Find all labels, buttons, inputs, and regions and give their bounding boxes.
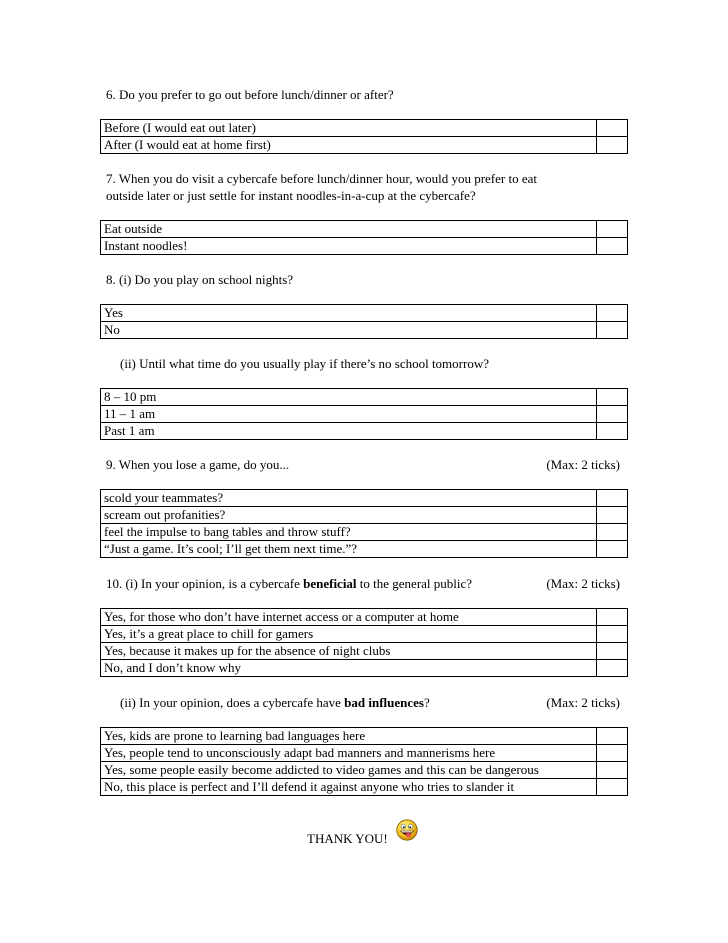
option-label: Yes, for those who don’t have internet access or a computer at home <box>101 609 597 626</box>
question-10ii-bold: bad influences <box>344 695 424 710</box>
option-row <box>101 221 628 238</box>
option-row <box>101 389 628 406</box>
option-label: Instant noodles! <box>101 238 597 255</box>
question-10i-prefix: 10. (i) In your opinion, is a cybercafe <box>106 576 304 591</box>
tick-box[interactable] <box>596 406 627 423</box>
tick-box[interactable] <box>596 660 627 677</box>
max-ticks-note: (Max: 2 ticks) <box>546 576 620 591</box>
question-6-options <box>100 119 628 154</box>
option-row <box>101 643 628 660</box>
option-label: Yes, people tend to unconsciously adapt bad manners and mannerisms here <box>101 745 597 762</box>
question-8i-text: 8. (i) Do you play on school nights? <box>106 272 294 287</box>
option-label: No, this place is perfect and I’ll defend it against anyone who tries to slander it <box>101 779 597 796</box>
option-row <box>101 762 628 779</box>
option-row <box>101 238 628 255</box>
question-10i <box>106 575 628 592</box>
tick-box[interactable] <box>596 423 627 440</box>
question-7-line-1 <box>106 170 628 187</box>
option-row <box>101 423 628 440</box>
option-label: Eat outside <box>101 221 597 238</box>
thank-you-text: THANK YOU! <box>307 831 388 846</box>
tick-box[interactable] <box>596 490 627 507</box>
option-row <box>101 779 628 796</box>
question-9 <box>106 456 628 473</box>
question-10i-bold: beneficial <box>303 576 357 591</box>
question-6-text: 6. Do you prefer to go out before lunch/dinner or after? <box>106 87 394 102</box>
question-8ii <box>120 355 628 372</box>
question-9-options <box>100 489 628 558</box>
question-10ii <box>120 694 628 711</box>
option-label: Yes, kids are prone to learning bad languages here <box>101 728 597 745</box>
question-10ii-suffix: ? <box>424 695 430 710</box>
option-row <box>101 490 628 507</box>
option-row <box>101 745 628 762</box>
tick-box[interactable] <box>596 745 627 762</box>
tick-box[interactable] <box>596 120 627 137</box>
question-8ii-text: (ii) Until what time do you usually play if there’s no school tomorrow? <box>120 356 489 371</box>
option-row <box>101 120 628 137</box>
question-10i-suffix: to the general public? <box>356 576 473 591</box>
option-label: Yes, some people easily become addicted to video games and this can be dangerous <box>101 762 597 779</box>
thank-you-footer <box>307 812 418 847</box>
max-ticks-note: (Max: 2 ticks) <box>546 457 620 472</box>
question-8ii-options <box>100 388 628 440</box>
question-7-text: 7. When you do visit a cybercafe before lunch/dinner hour, would you prefer to eat <box>106 171 537 186</box>
option-row <box>101 541 628 558</box>
tick-box[interactable] <box>596 524 627 541</box>
option-label: 8 – 10 pm <box>101 389 597 406</box>
question-10i-text <box>106 576 472 591</box>
question-6 <box>106 86 628 103</box>
question-10i-options <box>100 608 628 677</box>
option-label: No <box>101 322 597 339</box>
option-label: Yes <box>101 305 597 322</box>
option-row <box>101 137 628 154</box>
option-label: scream out profanities? <box>101 507 597 524</box>
option-label: 11 – 1 am <box>101 406 597 423</box>
option-label: Before (I would eat out later) <box>101 120 597 137</box>
tick-box[interactable] <box>596 728 627 745</box>
option-label: No, and I don’t know why <box>101 660 597 677</box>
question-10ii-options <box>100 727 628 796</box>
option-label: After (I would eat at home first) <box>101 137 597 154</box>
question-8i <box>106 271 628 288</box>
tick-box[interactable] <box>596 322 627 339</box>
option-row <box>101 626 628 643</box>
option-label: feel the impulse to bang tables and throw stuff? <box>101 524 597 541</box>
option-row <box>101 609 628 626</box>
option-row <box>101 507 628 524</box>
tick-box[interactable] <box>596 238 627 255</box>
option-label: “Just a game. It’s cool; I’ll get them next time.”? <box>101 541 597 558</box>
tick-box[interactable] <box>596 626 627 643</box>
option-row <box>101 660 628 677</box>
tick-box[interactable] <box>596 389 627 406</box>
question-10ii-text <box>120 695 430 710</box>
tick-box[interactable] <box>596 221 627 238</box>
tick-box[interactable] <box>596 609 627 626</box>
option-label: scold your teammates? <box>101 490 597 507</box>
tick-box[interactable] <box>596 137 627 154</box>
question-8i-options <box>100 304 628 339</box>
tick-box[interactable] <box>596 507 627 524</box>
max-ticks-note: (Max: 2 ticks) <box>546 695 620 710</box>
option-row <box>101 305 628 322</box>
question-7-line-2 <box>106 187 628 204</box>
tick-box[interactable] <box>596 305 627 322</box>
tick-box[interactable] <box>596 762 627 779</box>
tick-box[interactable] <box>596 643 627 660</box>
tick-box[interactable] <box>596 541 627 558</box>
question-7-text: outside later or just settle for instant noodles-in-a-cup at the cybercafe? <box>106 188 476 203</box>
option-row <box>101 406 628 423</box>
option-row <box>101 322 628 339</box>
question-7-options <box>100 220 628 255</box>
option-row <box>101 728 628 745</box>
option-row <box>101 524 628 541</box>
tick-box[interactable] <box>596 779 627 796</box>
option-label: Yes, because it makes up for the absence of night clubs <box>101 643 597 660</box>
option-label: Past 1 am <box>101 423 597 440</box>
option-label: Yes, it’s a great place to chill for gamers <box>101 626 597 643</box>
grinning-tongue-face-icon <box>396 819 418 841</box>
question-9-text: 9. When you lose a game, do you... <box>106 457 290 472</box>
question-10ii-prefix: (ii) In your opinion, does a cybercafe have <box>120 695 345 710</box>
